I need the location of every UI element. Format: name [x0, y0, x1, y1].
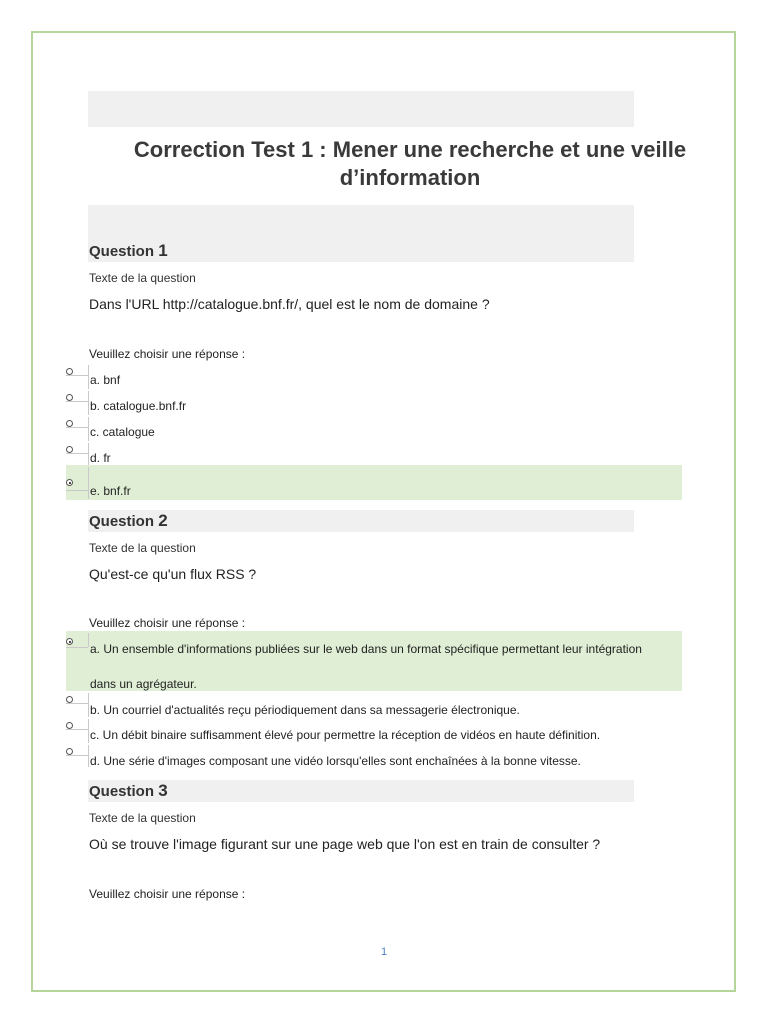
radio-2d[interactable]: [66, 748, 73, 755]
radio-1a[interactable]: [66, 368, 73, 375]
question-1-prompt: Veuillez choisir une réponse :: [89, 347, 246, 361]
radio-1b[interactable]: [66, 394, 73, 401]
page-number: 1: [380, 946, 388, 958]
answer-1e-label: e. bnf.fr: [90, 484, 131, 498]
answer-2b[interactable]: [66, 691, 682, 717]
question-1-label: Texte de la question: [89, 271, 196, 285]
question-2-text: Qu'est-ce qu'un flux RSS ?: [89, 566, 257, 582]
radio-1e[interactable]: [66, 479, 73, 486]
question-2-label: Texte de la question: [89, 541, 196, 555]
answer-1b-label: b. catalogue.bnf.fr: [90, 399, 187, 413]
answer-1c[interactable]: [66, 415, 682, 441]
answer-1b[interactable]: [66, 389, 682, 415]
question-2-prefix: Question: [89, 513, 155, 530]
question-2-prompt: Veuillez choisir une réponse :: [89, 616, 246, 630]
radio-2b[interactable]: [66, 696, 73, 703]
question-3-prompt: Veuillez choisir une réponse :: [89, 887, 246, 901]
question-3-text: Où se trouve l'image figurant sur une page web que l'on est en train de consulter ?: [89, 836, 601, 852]
answer-1d[interactable]: [66, 441, 682, 465]
header-bar-bottom: [88, 205, 634, 241]
question-2-number: 2: [158, 511, 168, 530]
radio-1c[interactable]: [66, 420, 73, 427]
question-1-number: 1: [158, 241, 168, 260]
question-1-text: Dans l'URL http://catalogue.bnf.fr/, quel est le nom de domaine ?: [89, 296, 490, 312]
radio-2a[interactable]: [66, 638, 73, 645]
answer-1a[interactable]: [66, 363, 682, 389]
question-2-header: [88, 510, 634, 532]
answer-2d-label: d. Une série d'images composant une vidéo lorsqu'elles sont enchaînées à la bonne vitesse.: [90, 754, 581, 768]
radio-2c[interactable]: [66, 722, 73, 729]
answer-1d-label: d. fr: [90, 451, 111, 465]
question-3-header: [88, 780, 634, 802]
question-3-label: Texte de la question: [89, 811, 196, 825]
answer-2a-label-continued: dans un agrégateur.: [90, 677, 197, 691]
answer-1c-label: c. catalogue: [90, 425, 155, 439]
answer-2c[interactable]: [66, 717, 682, 743]
answer-1e[interactable]: [66, 465, 682, 500]
answer-2a[interactable]: [66, 631, 682, 691]
answer-2a-label: a. Un ensemble d'informations publiées sur le web dans un format spécifique permettant leur intégration: [90, 642, 642, 656]
question-1-prefix: Question: [89, 243, 155, 260]
page-title: Correction Test 1 : Mener une recherche et une veille d’information: [133, 137, 687, 190]
question-3-prefix: Question: [89, 783, 155, 800]
answer-2d[interactable]: [66, 743, 682, 769]
question-3-number: 3: [158, 781, 168, 800]
header-bar-top: [88, 91, 634, 127]
answer-2b-label: b. Un courriel d'actualités reçu périodiquement dans sa messagerie électronique.: [90, 703, 520, 717]
answer-1a-label: a. bnf: [90, 373, 121, 387]
question-1-header: [88, 240, 634, 262]
radio-1d[interactable]: [66, 446, 73, 453]
answer-2c-label: c. Un débit binaire suffisamment élevé pour permettre la réception de vidéos en haute définition.: [90, 728, 601, 742]
